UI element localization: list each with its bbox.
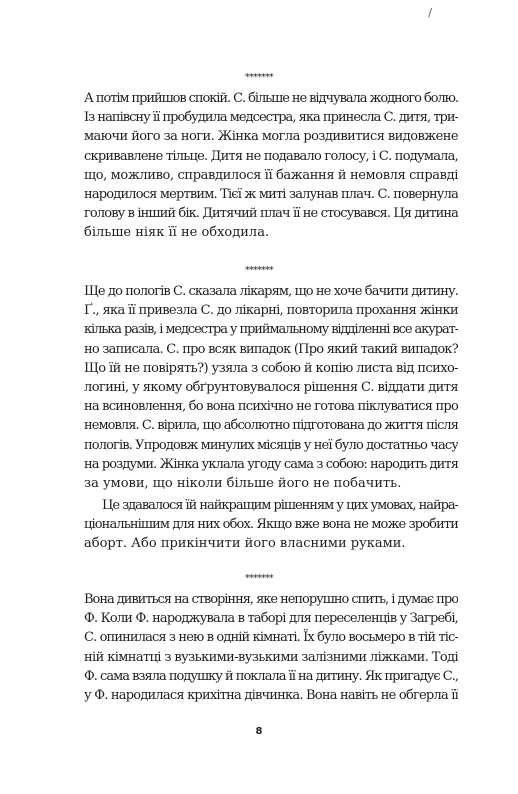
text-line: Що їй не повірять?) узяла з собою й копію листа від психо- xyxy=(84,360,458,376)
text-line: народилося мертвим. Тієї ж миті залунав плач. С. повернула xyxy=(84,187,458,203)
text-line: що, можливо, справдилося її бажання й немовля справді xyxy=(84,167,458,183)
text-line: немовля. С. вірила, що абсолютно підготована до життя після xyxy=(84,418,458,434)
text-line: С. опинилася з нею в одній кімнаті. Їх було восьмеро в тій тіс- xyxy=(84,630,458,646)
text-line: но записала. С. про всяк випадок (Про який такий випадок? xyxy=(84,341,458,357)
corner-mark: / xyxy=(428,6,432,19)
text-line: А потім прийшов спокій. С. більше не відчувала жодного болю. xyxy=(84,91,458,106)
text-line: у Ф. народилася крихітна дівчинка. Вона навіть не обгерла її xyxy=(84,688,458,704)
text-line: ціональнішим для них обох. Якщо вже вона не може зробити xyxy=(84,517,458,533)
text-line: Ф. Коли Ф. народжувала в таборі для переселенців у Загребі, xyxy=(84,611,458,627)
text-line: Ще до пологів С. сказала лікарям, що не хоче бачити дитину. xyxy=(84,284,458,299)
text-line: аборт. Або прикінчити його власними руками. xyxy=(84,536,406,552)
page-number: 8 xyxy=(255,726,263,737)
paragraph xyxy=(84,282,458,493)
text-line: скривавлене тільце. Дитя не подавало голосу, і С. подумала, xyxy=(84,148,458,164)
text-line: більше ніяк її не обходила. xyxy=(84,225,270,241)
text-line: Ф. сама взяла подушку й поклала її на дитину. Як пригадує С., xyxy=(84,668,458,684)
section-separator: ******* xyxy=(245,574,273,584)
section-separator: ******* xyxy=(245,266,273,276)
text-line: на роздуми. Жінка уклала угоду сама з собою: народить дитя xyxy=(84,456,458,472)
paragraph xyxy=(84,89,458,243)
text-line: на всиновлення, бо вона психічно не готова піклуватися про xyxy=(84,399,458,415)
text-line: пологів. Упродовж минулих місяців у неї було достатньо часу xyxy=(84,437,458,453)
text-line: логині, у якому обґрунтовувалося рішення С. віддати дитя xyxy=(84,380,458,396)
paragraph xyxy=(84,590,458,705)
text-line: маючи його за ноги. Жінка могла роздивитися видовжене xyxy=(84,129,458,145)
section-separator: ******* xyxy=(245,73,273,83)
text-line: Із напівсну її пробудила медсестра, яка принесла С. дитя, три- xyxy=(84,110,458,126)
paragraph xyxy=(84,496,458,554)
text-line: за умови, що ніколи більше його не побачить. xyxy=(84,476,402,492)
text-line: голову в інший бік. Дитячий плач її не стосувався. Ця дитина xyxy=(84,206,458,222)
text-line: Вона дивиться на створіння, яке непорушно спить, і думає про xyxy=(84,592,458,607)
text-line: кілька разів, і медсестра у приймальному відділенні все акурат- xyxy=(84,322,458,338)
text-line: Ґ., яка її привезла С. до лікарні, повторила прохання жінки xyxy=(84,303,458,319)
text-line: Це здавалося їй найкращим рішенням у цих умовах, найра- xyxy=(102,498,458,513)
text-line: ній кімнатці з вузькими-вузькими залізними ліжками. Тоді xyxy=(84,649,458,665)
